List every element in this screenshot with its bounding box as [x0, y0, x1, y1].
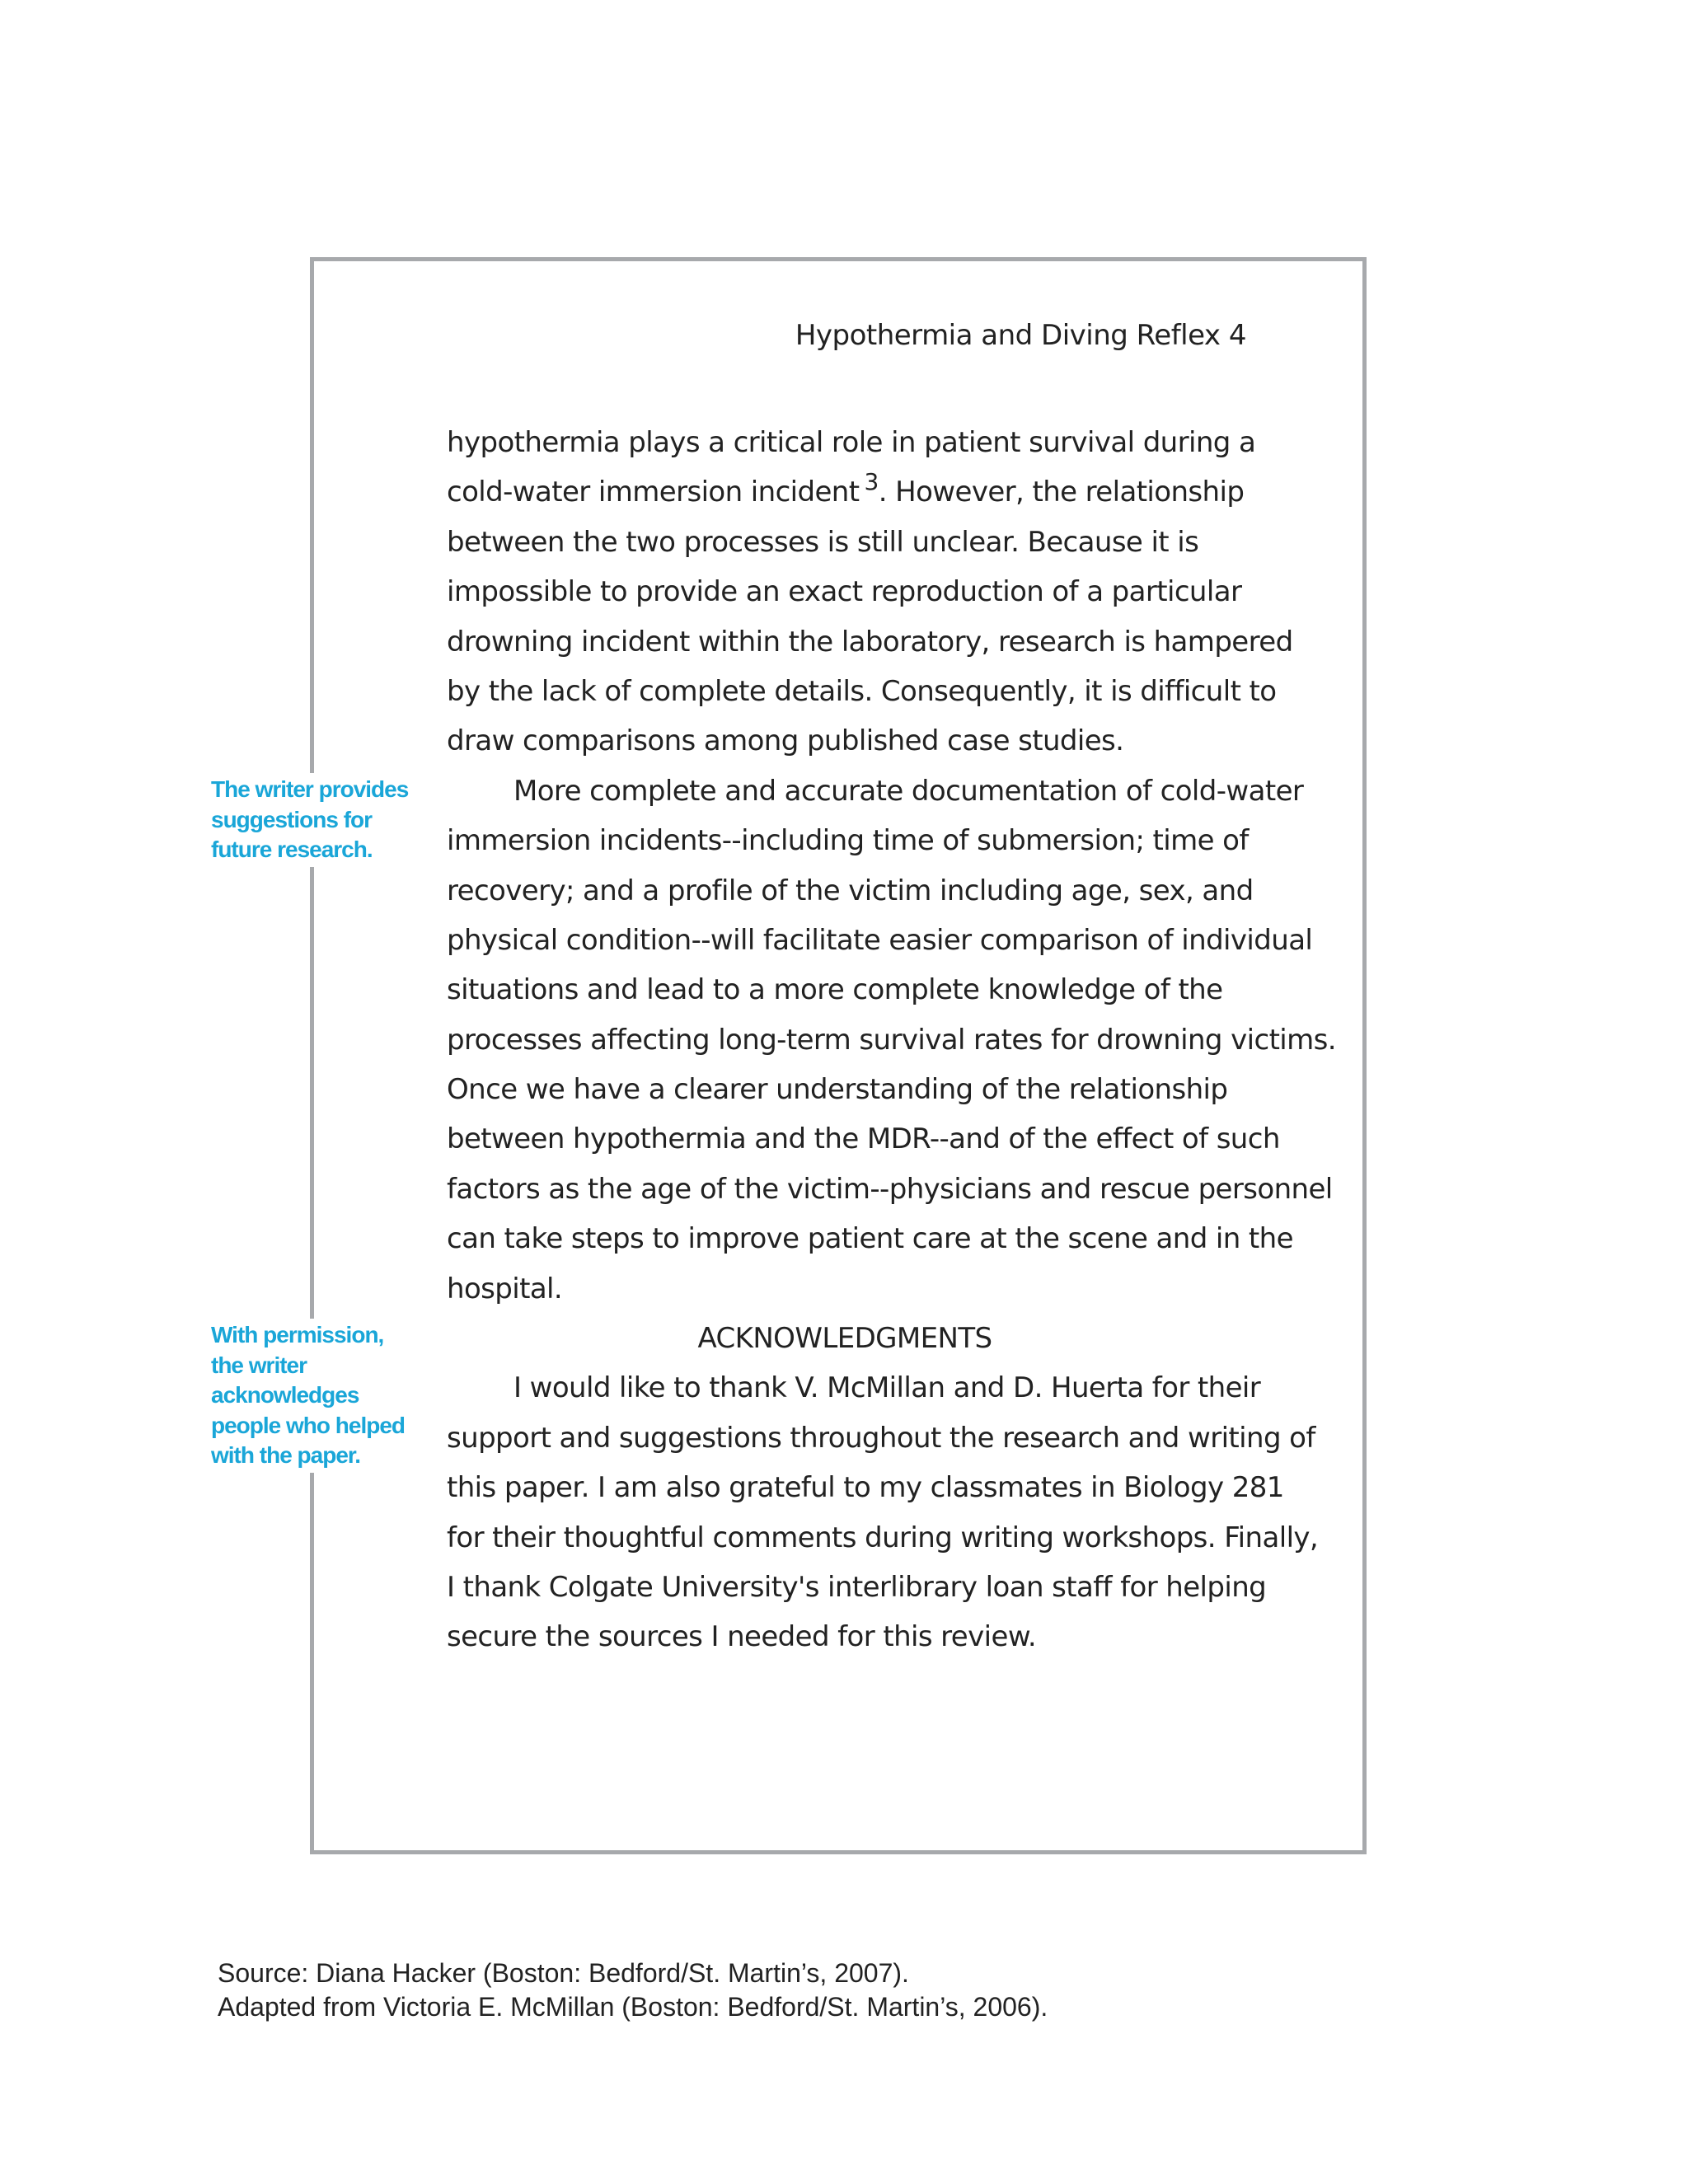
paper-page	[310, 257, 1367, 1854]
text-line: Once we have a clearer understanding of the relationship	[447, 1073, 1228, 1107]
text-line: impossible to provide an exact reproduction of a particular	[447, 575, 1242, 609]
text-line: hospital.	[447, 1272, 563, 1305]
citation-superscript: 3	[864, 468, 879, 496]
text-line: I thank Colgate University's interlibrary loan staff for helping	[447, 1570, 1267, 1604]
paragraph-future-research	[447, 766, 1336, 1314]
text-line: secure the sources I needed for this review.	[447, 1620, 1037, 1654]
annotation-future-research	[211, 773, 408, 867]
text-line: I would like to thank V. McMillan and D. Huerta for their	[513, 1371, 1261, 1405]
text-line: immersion incidents--including time of submersion; time of	[447, 824, 1249, 858]
text-line: More complete and accurate documentation of cold-water	[513, 774, 1304, 808]
text-line: drowning incident within the laboratory, research is hampered	[447, 625, 1293, 658]
annotation-line: people who helped	[211, 1412, 406, 1438]
annotation-line: The writer provides	[211, 776, 409, 802]
annotation-line: the writer	[211, 1352, 307, 1378]
text-line: between hypothermia and the MDR--and of the effect of such	[447, 1122, 1280, 1156]
paragraph-conclusion	[447, 418, 1293, 766]
source-line: Adapted from Victoria E. McMillan (Boston: Bedford/St. Martin’s, 2006).	[218, 1992, 1048, 2022]
running-head: Hypothermia and Diving Reflex 4	[795, 319, 1246, 352]
annotation-line: With permission,	[211, 1322, 384, 1347]
text-line: for their thoughtful comments during writing workshops. Finally,	[447, 1521, 1319, 1554]
text-line: recovery; and a profile of the victim including age, sex, and	[447, 874, 1254, 907]
annotation-acknowledgments	[211, 1319, 405, 1473]
text-line: situations and lead to a more complete knowledge of the	[447, 973, 1223, 1007]
text-line	[447, 467, 1254, 517]
annotation-line: suggestions for	[211, 806, 373, 832]
text-fragment: . However, the relationship	[878, 476, 1245, 509]
text-line: between the two processes is still unclear. Because it is	[447, 525, 1199, 559]
text-line: draw comparisons among published case studies.	[447, 724, 1124, 758]
text-fragment: cold-water immersion incident	[447, 476, 860, 509]
text-line: can take steps to improve patient care at the scene and in the	[447, 1222, 1293, 1256]
text-line: factors as the age of the victim--physicians and rescue personnel	[447, 1172, 1333, 1206]
text-line: this paper. I am also grateful to my classmates in Biology 281	[447, 1471, 1284, 1505]
acknowledgments-paragraph	[447, 1363, 1319, 1661]
source-credit	[218, 1957, 1048, 2024]
acknowledgments-heading: ACKNOWLEDGMENTS	[697, 1322, 992, 1356]
text-line: hypothermia plays a critical role in patient survival during a	[447, 426, 1256, 459]
annotation-line: future research.	[211, 837, 373, 862]
text-line: support and suggestions throughout the research and writing of	[447, 1421, 1315, 1455]
annotation-line: with the paper.	[211, 1442, 361, 1468]
text-line: processes affecting long-term survival rates for drowning victims.	[447, 1023, 1336, 1057]
text-line: by the lack of complete details. Consequently, it is difficult to	[447, 674, 1277, 708]
source-line: Source: Diana Hacker (Boston: Bedford/St. Martin’s, 2007).	[218, 1958, 909, 1988]
paper-body	[447, 418, 1336, 1662]
text-line: physical condition--will facilitate easier comparison of individual	[447, 923, 1313, 957]
annotation-line: acknowledges	[211, 1382, 359, 1408]
